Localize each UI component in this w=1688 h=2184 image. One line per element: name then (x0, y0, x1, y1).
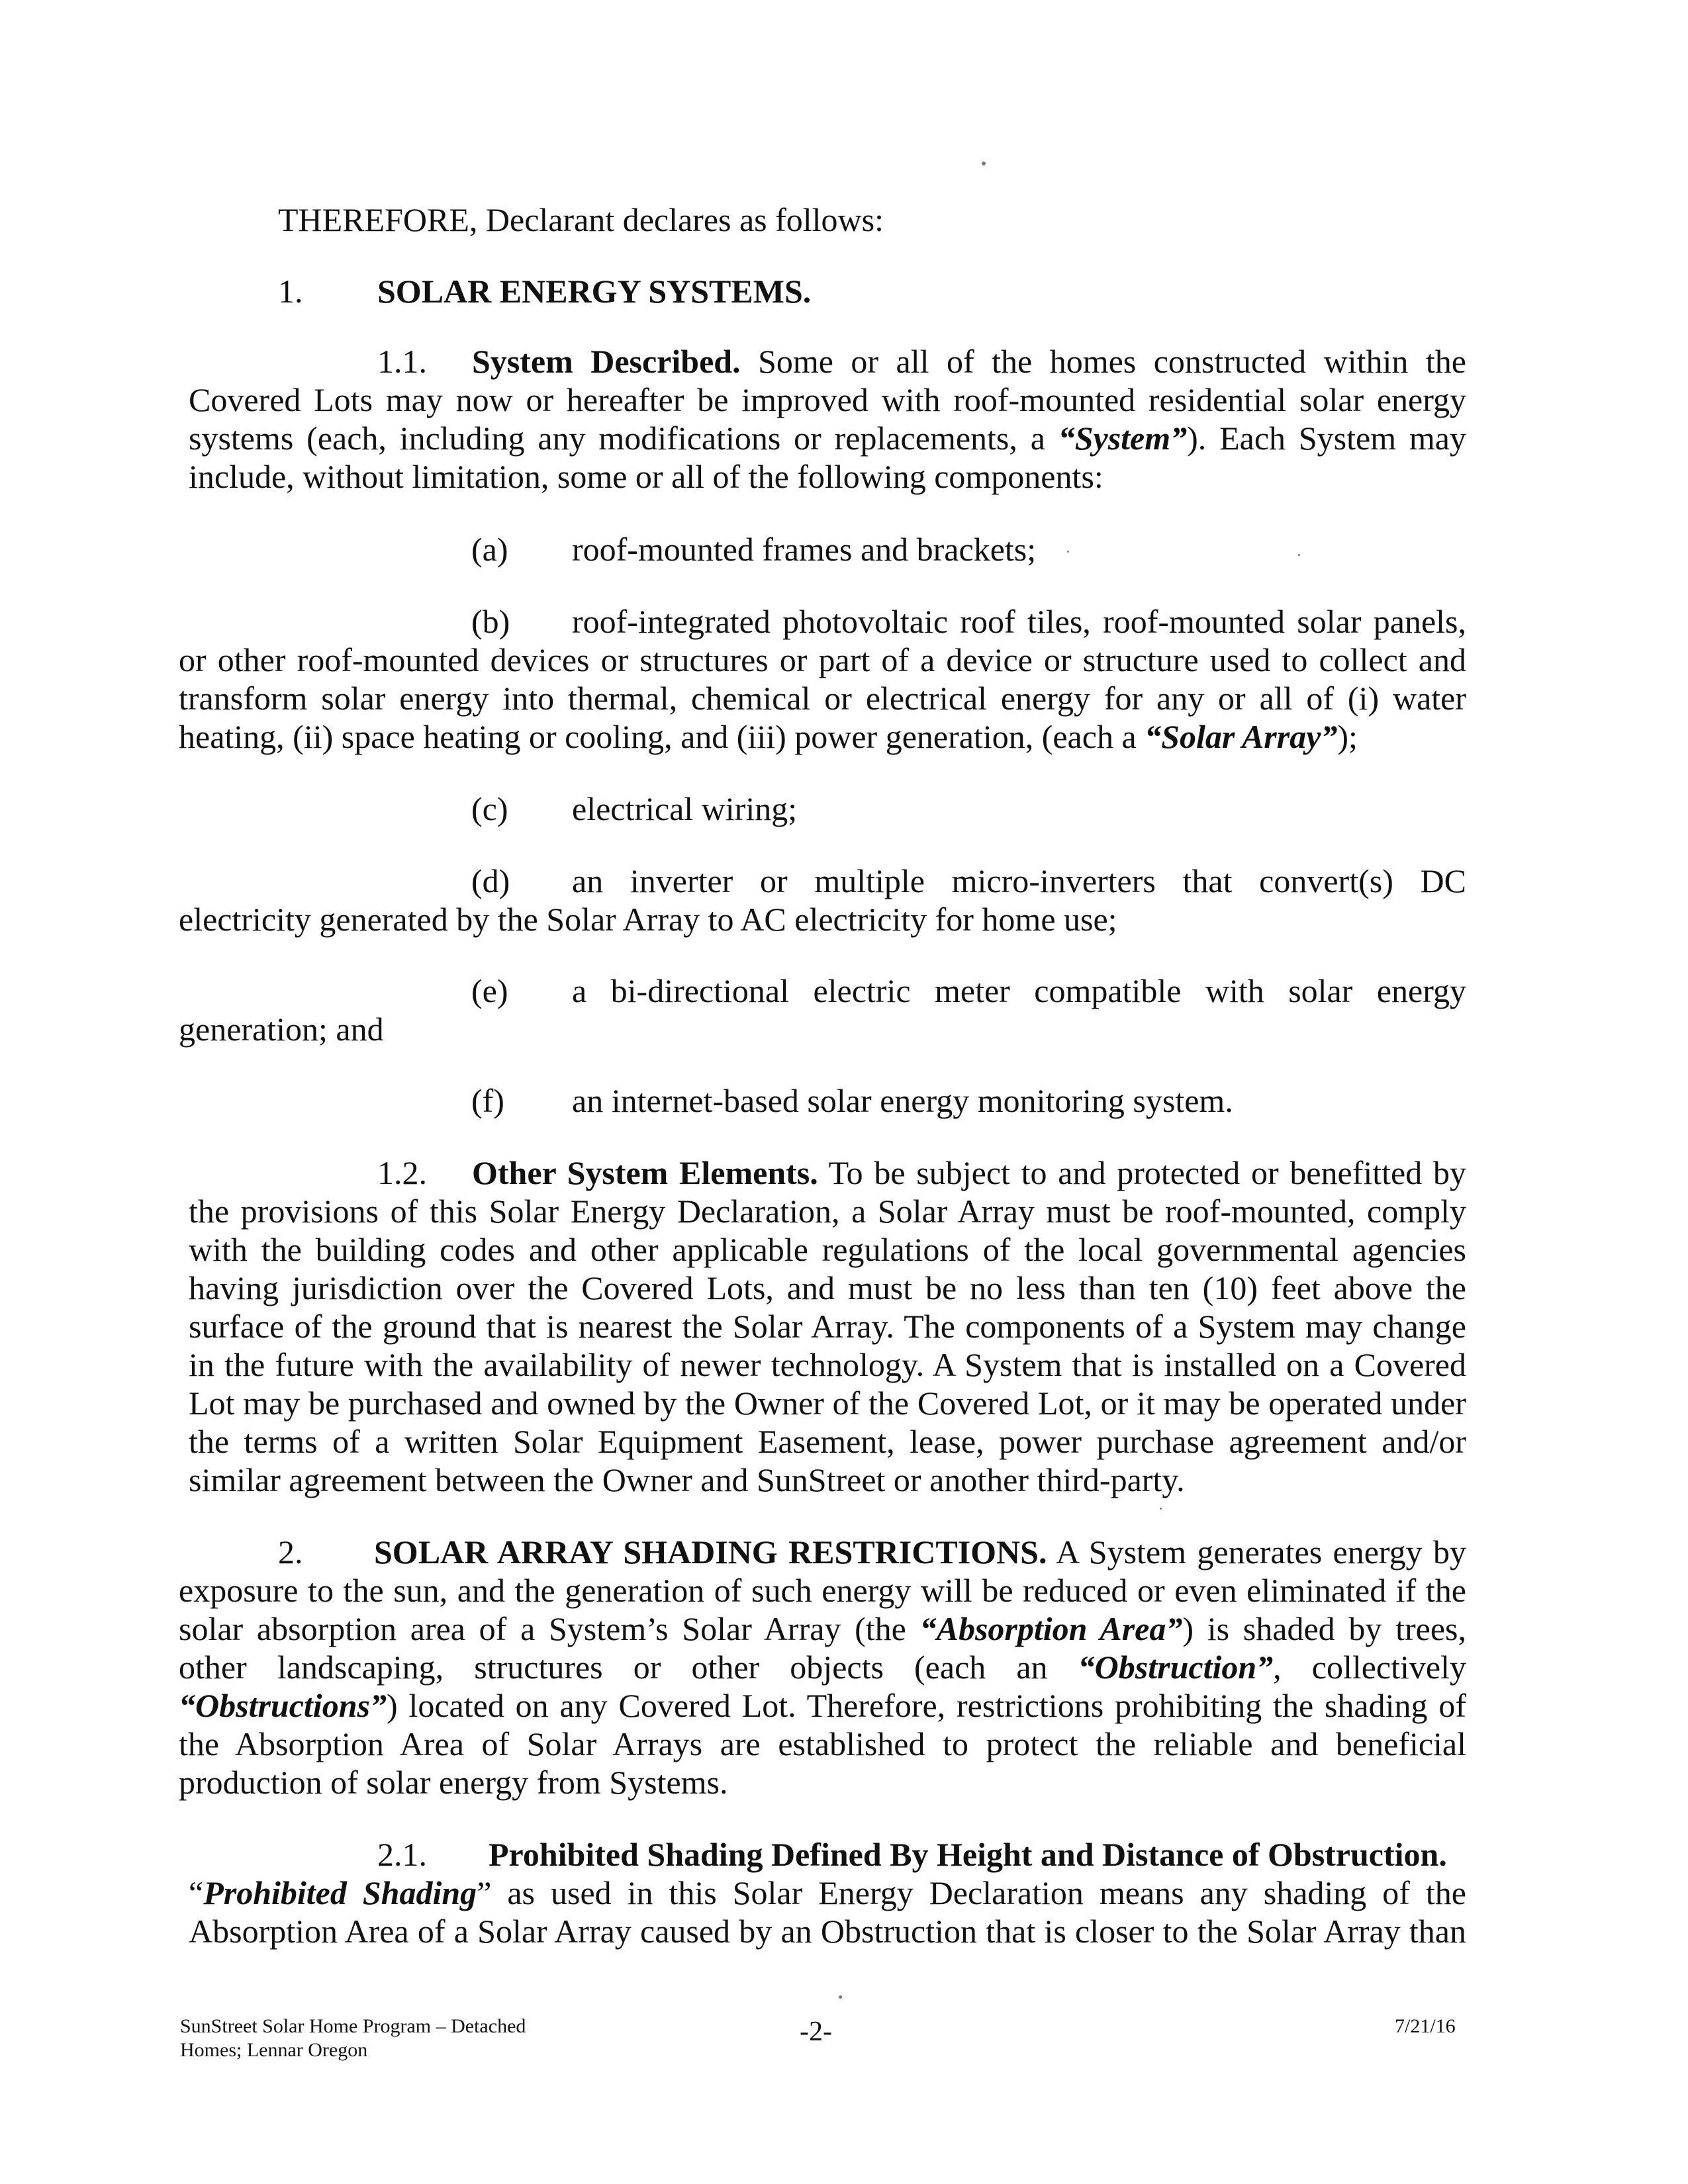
paragraph-line: exposure to the sun, and the generation of such energy will be reduced or even eliminated if the (179, 1572, 1466, 1609)
paragraph-line: the terms of a written Solar Equipment Easement, lease, power purchase agreement and/or (189, 1423, 1466, 1460)
text-run: ) located on any Covered Lot. Therefore, restrictions prohibiting the shading of (386, 1687, 1466, 1724)
item-b-label: (b) (471, 603, 510, 640)
item-e-line2: generation; and (179, 1011, 384, 1048)
scan-mark (1067, 551, 1069, 553)
footer-program-line1: SunStreet Solar Home Program – Detached (180, 2015, 526, 2037)
subsection-1-1-line1 (472, 342, 1466, 381)
text-run: “ (189, 1874, 204, 1911)
text-run: ) is shaded by trees, (1182, 1610, 1466, 1647)
defined-term-obstructions: “Obstructions” (179, 1687, 387, 1724)
text-run: other landscaping, structures or other objects (each an (179, 1649, 1078, 1686)
section-2-number: 2. (278, 1533, 303, 1570)
section-2-title: SOLAR ARRAY SHADING RESTRICTIONS. (374, 1533, 1047, 1570)
text-run: ); (1337, 718, 1358, 755)
item-c-text: electrical wiring; (572, 790, 798, 827)
subsection-1-1-line1-text: Some or all of the homes constructed within the (758, 343, 1466, 380)
paragraph-line: the provisions of this Solar Energy Declaration, a Solar Array must be roof-mounted, comply (189, 1193, 1466, 1230)
paragraph-line (189, 1874, 1466, 1912)
item-b-line4 (179, 717, 1358, 756)
paragraph-line (179, 1648, 1466, 1686)
defined-term-absorption-area: “Absorption Area” (919, 1610, 1183, 1647)
scan-mark (1160, 1508, 1162, 1510)
scan-mark (982, 161, 986, 165)
page-number: -2- (800, 2017, 832, 2047)
subsection-1-2-line1-text: To be subject to and protected or benefitted by (828, 1154, 1466, 1191)
footer-program-line2: Homes; Lennar Oregon (180, 2039, 368, 2061)
item-f-label: (f) (471, 1082, 504, 1119)
footer-date: 7/21/16 (1395, 2015, 1456, 2037)
subsection-1-2-line1 (472, 1154, 1466, 1192)
item-e-label: (e) (471, 972, 508, 1009)
paragraph-line: production of solar energy from Systems. (179, 1764, 728, 1801)
subsection-2-1-number: 2.1. (377, 1836, 427, 1873)
paragraph-line: surface of the ground that is nearest the Solar Array. The components of a System may change (189, 1308, 1466, 1345)
item-a-text: roof-mounted frames and brackets; (572, 531, 1037, 568)
paragraph-line (189, 419, 1466, 457)
item-b-line1: roof-integrated photovoltaic roof tiles, roof-mounted solar panels, (572, 603, 1466, 640)
item-d-label: (d) (471, 862, 510, 899)
section-1-title: SOLAR ENERGY SYSTEMS. (377, 273, 812, 310)
text-run: solar absorption area of a System’s Solar Array (the (179, 1610, 920, 1647)
subsection-2-1-title: Prohibited Shading Defined By Height and Distance of Obstruction. (489, 1836, 1447, 1873)
subsection-1-1-number: 1.1. (377, 343, 427, 380)
section-1-number: 1. (278, 273, 303, 310)
item-c-label: (c) (471, 790, 508, 827)
item-b-line3: transform solar energy into thermal, chemical or electrical energy for any or all of (i) water (179, 680, 1466, 717)
text-run: ” as used in this Solar Energy Declaration means any shading of the (477, 1874, 1466, 1911)
defined-term-system: “System” (1058, 420, 1188, 457)
section-2-line1 (374, 1533, 1466, 1571)
item-e-line1: a bi-directional electric meter compatible with solar energy (572, 972, 1466, 1009)
scan-mark (1298, 554, 1300, 556)
paragraph-line: having jurisdiction over the Covered Lots, and must be no less than ten (10) feet above the (189, 1269, 1466, 1306)
subsection-1-1-title: System Described. (472, 343, 741, 380)
paragraph-line: similar agreement between the Owner and SunStreet or another third-party. (189, 1461, 1185, 1498)
paragraph-line: with the building codes and other applicable regulations of the local governmental agencies (189, 1231, 1466, 1268)
text-run: ). Each System may (1187, 420, 1466, 457)
paragraph-line: the Absorption Area of Solar Arrays are established to protect the reliable and beneficial (179, 1725, 1466, 1762)
defined-term-prohibited-shading: Prohibited Shading (203, 1874, 477, 1911)
subsection-1-2-title: Other System Elements. (472, 1154, 818, 1191)
item-a-label: (a) (471, 531, 508, 568)
item-d-line1: an inverter or multiple micro-inverters that convert(s) DC (572, 862, 1466, 899)
text-run: , collectively (1273, 1649, 1466, 1686)
paragraph-line: Lot may be purchased and owned by the Owner of the Covered Lot, or it may be operated under (189, 1385, 1466, 1422)
paragraph-line (179, 1610, 1466, 1648)
subsection-1-2-number: 1.2. (377, 1154, 427, 1191)
item-f-text: an internet-based solar energy monitoring system. (572, 1082, 1233, 1119)
intro-text: THEREFORE, Declarant declares as follows: (278, 201, 884, 238)
item-d-line2: electricity generated by the Solar Array to AC electricity for home use; (179, 901, 1117, 938)
item-b-line2: or other roof-mounted devices or structures or part of a device or structure used to collect and (179, 641, 1466, 678)
text-run: systems (each, including any modifications or replacements, a (189, 420, 1058, 457)
paragraph-line: Covered Lots may now or hereafter be improved with roof-mounted residential solar energy (189, 381, 1466, 418)
paragraph-line: include, without limitation, some or all of the following components: (189, 458, 1103, 495)
defined-term-solar-array: “Solar Array” (1145, 718, 1338, 755)
scan-mark (839, 1995, 842, 1999)
paragraph-line (179, 1686, 1466, 1725)
section-2-line1-text: A System generates energy by (1056, 1533, 1466, 1570)
paragraph-line: in the future with the availability of newer technology. A System that is installed on a Covered (189, 1346, 1466, 1383)
text-run: heating, (ii) space heating or cooling, and (iii) power generation, (each a (179, 718, 1145, 755)
defined-term-obstruction: “Obstruction” (1078, 1649, 1274, 1686)
paragraph-line: Absorption Area of a Solar Array caused by an Obstruction that is closer to the Solar Array than (189, 1913, 1466, 1950)
